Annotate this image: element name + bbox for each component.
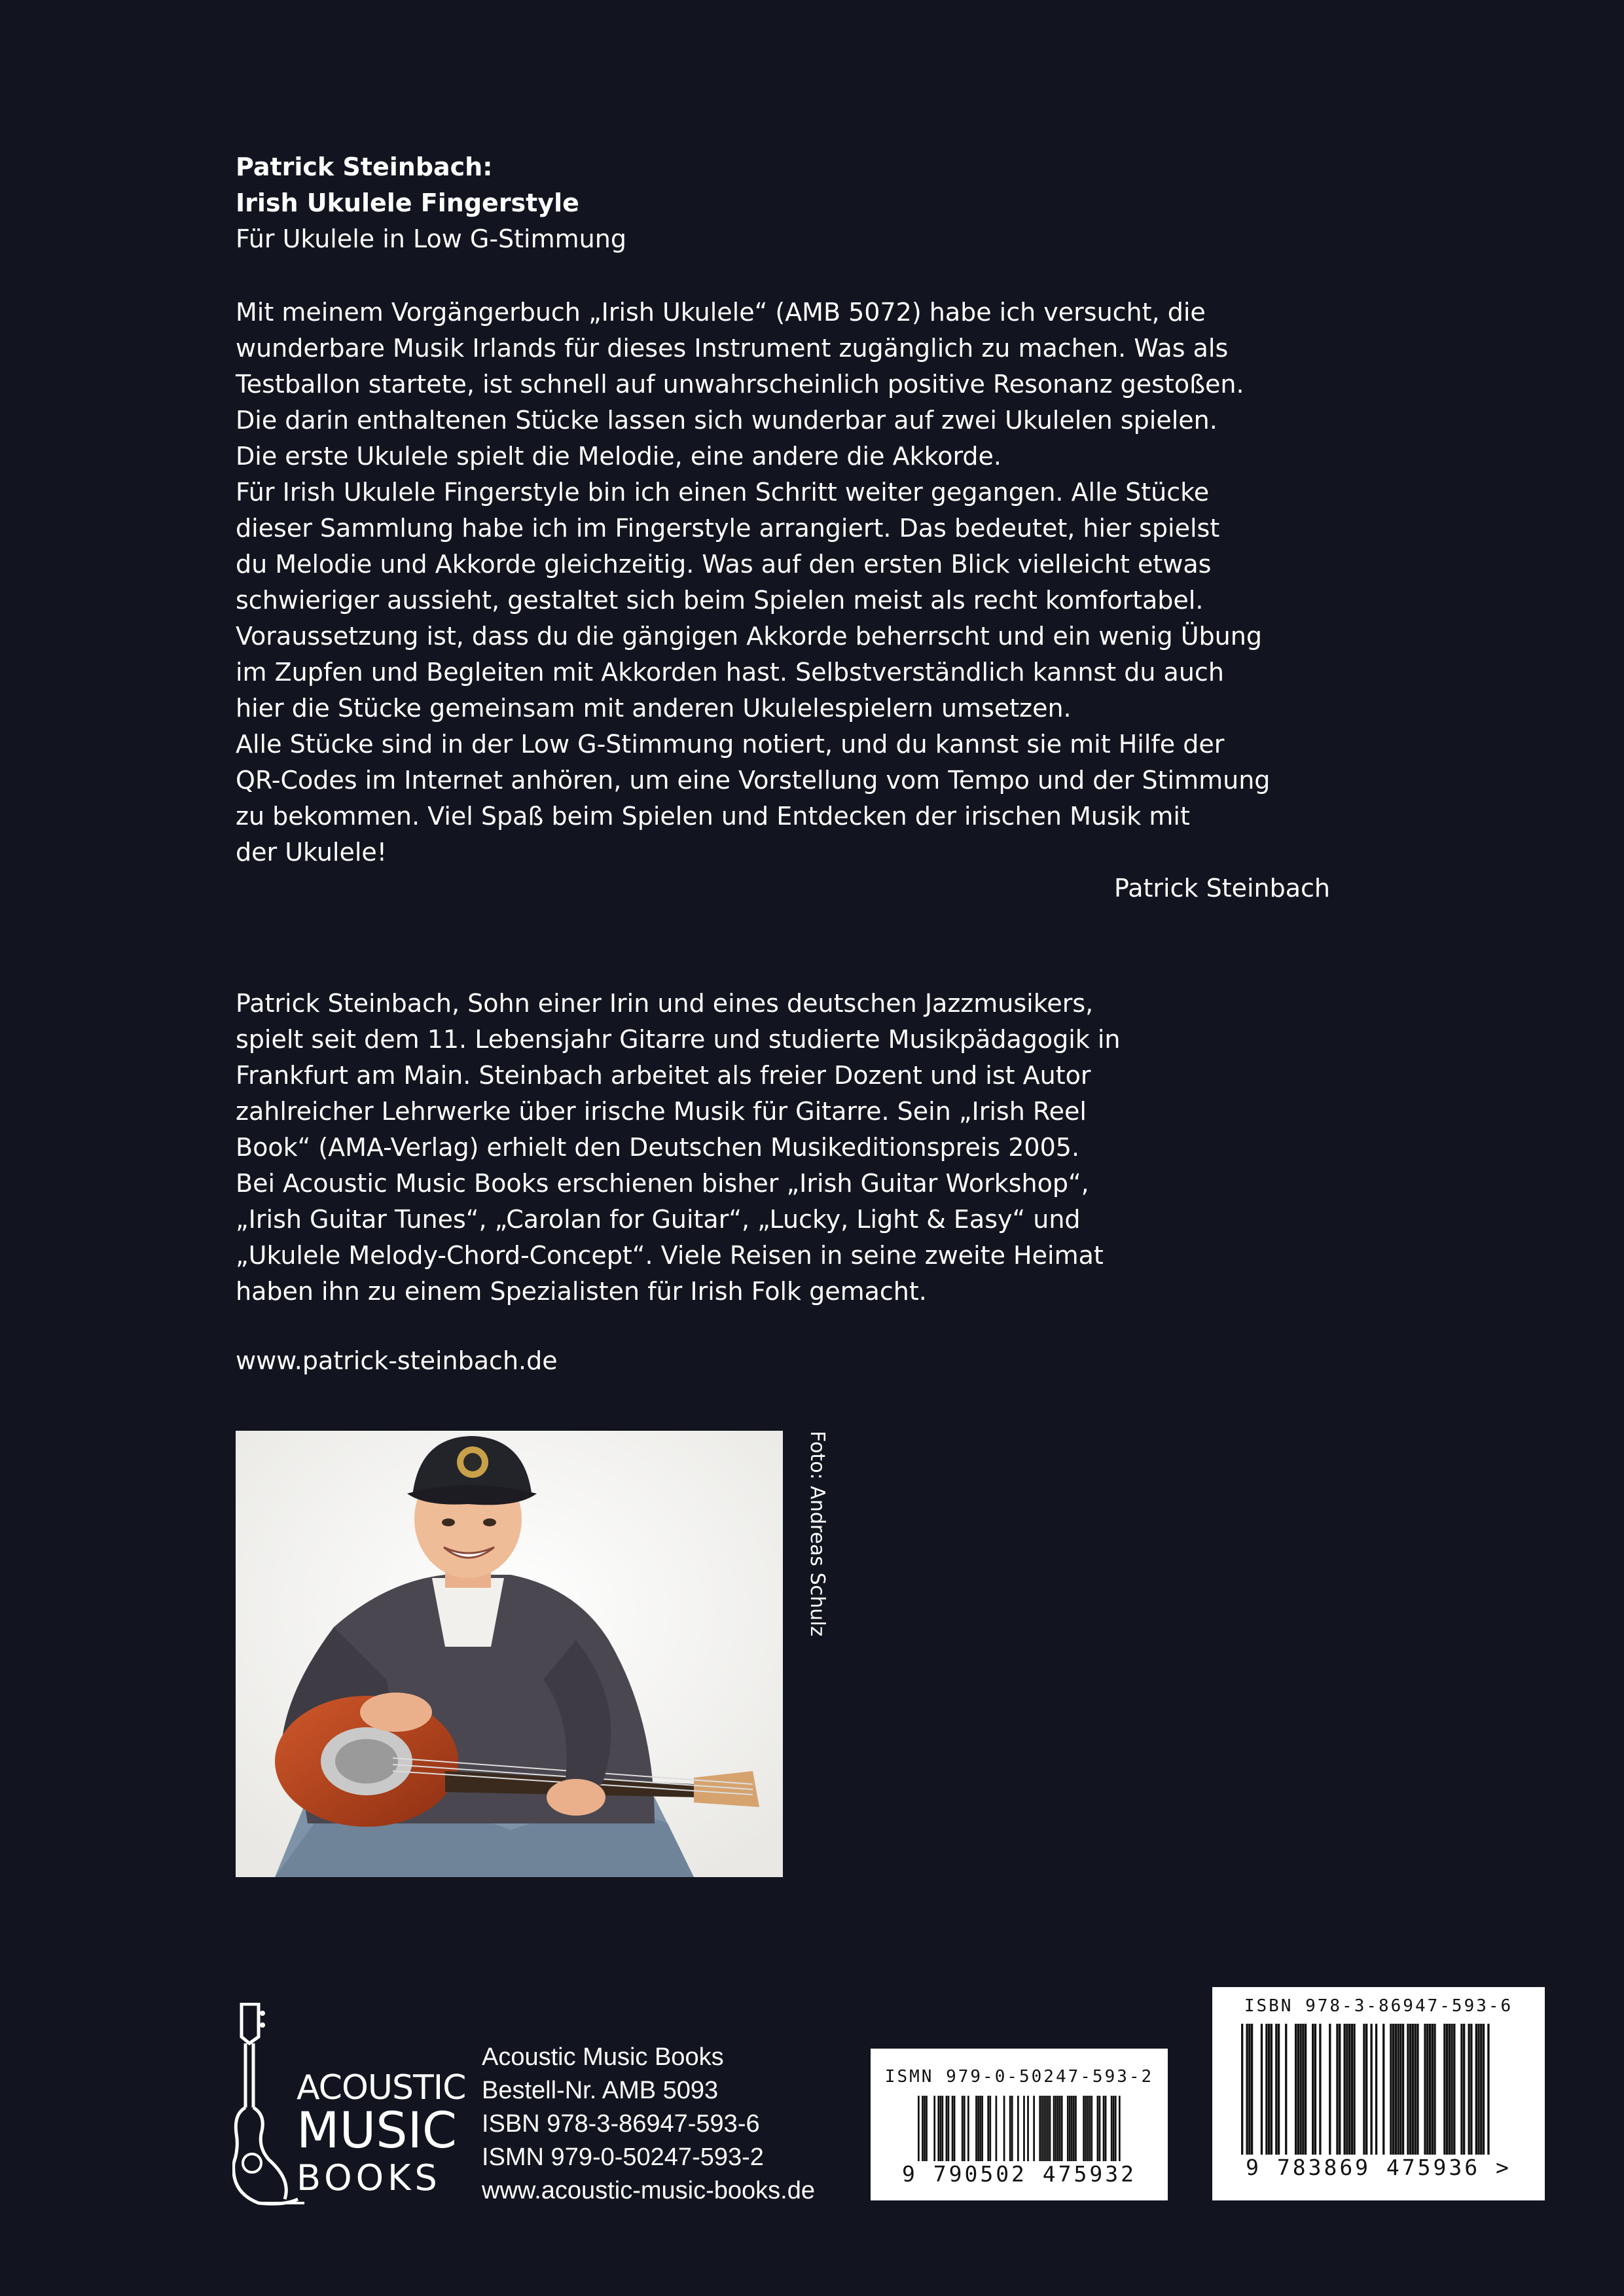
barcode-bar — [1434, 2024, 1435, 2155]
intro-line: Alle Stücke sind in der Low G-Stimmung notiert, und du kannst sie mit Hilfe der — [236, 730, 1225, 759]
ismn-barcode-digits: 9 790502 475932 — [901, 2161, 1136, 2187]
barcode-bar — [1477, 2024, 1479, 2155]
barcode-bar — [1087, 2096, 1089, 2161]
barcode-bar — [1053, 2096, 1055, 2161]
bio-line: Book“ (AMA-Verlag) erhielt den Deutschen Musikeditionspreis 2005. — [236, 1133, 1080, 1162]
barcode-bar — [1407, 2024, 1409, 2155]
barcode-bar — [948, 2096, 950, 2161]
book-subtitle: Für Ukulele in Low G-Stimmung — [236, 224, 626, 253]
intro-line: du Melodie und Akkorde gleichzeitig. Was auf den ersten Blick vielleicht etwas — [236, 550, 1212, 579]
intro-line: Voraussetzung ist, dass du die gängigen Akkorde beherrscht und ein wenig Übung — [236, 622, 1262, 651]
barcode-bar — [1039, 2096, 1041, 2161]
barcode-bar — [1251, 2024, 1253, 2155]
barcode-bar — [1336, 2024, 1338, 2155]
barcode-bar — [1343, 2024, 1345, 2155]
ismn-text: ISMN 979-0-50247-593-2 — [482, 2144, 764, 2171]
barcode-bar — [1426, 2024, 1428, 2155]
barcode-bar — [1061, 2096, 1063, 2161]
book-title: Irish Ukulele Fingerstyle — [236, 188, 579, 217]
barcode-bar — [1083, 2096, 1085, 2161]
barcode-bar — [1392, 2024, 1394, 2155]
barcode-bar — [1348, 2024, 1350, 2155]
barcode-bar — [937, 2096, 939, 2161]
barcode-bar — [1432, 2024, 1434, 2155]
barcode-bar — [996, 2096, 998, 2161]
barcode-bar — [924, 2096, 926, 2161]
intro-line: schwieriger aussieht, gestaltet sich beim Spielen meist als recht komfortabel. — [236, 586, 1204, 615]
barcode-bar — [1339, 2024, 1341, 2155]
barcode-bar — [1003, 2096, 1005, 2161]
barcode-bar — [1351, 2024, 1353, 2155]
barcode-bar — [1416, 2024, 1418, 2155]
barcode-bar — [922, 2096, 924, 2161]
barcode-bar — [1451, 2024, 1453, 2155]
barcode-bar — [1033, 2096, 1035, 2161]
ismn-barcode-label: ISMN 979-0-50247-593-2 — [884, 2067, 1154, 2087]
barcode-bar — [1113, 2096, 1115, 2161]
barcode-bar — [918, 2096, 920, 2161]
guitar-logo-icon — [232, 2003, 304, 2207]
barcode-bar — [1402, 2024, 1404, 2155]
intro-line: der Ukulele! — [236, 838, 388, 867]
barcode-bar — [941, 2096, 943, 2161]
intro-signature: Patrick Steinbach — [1114, 874, 1330, 903]
barcode-bar — [1415, 2024, 1416, 2155]
author-photo — [236, 1431, 783, 1877]
barcode-bar — [1446, 2024, 1448, 2155]
barcode-bar — [1424, 2024, 1426, 2155]
barcode-bar — [1041, 2096, 1043, 2161]
barcode-bar — [954, 2096, 956, 2161]
barcode-bar — [1115, 2096, 1117, 2161]
barcode-bar — [1011, 2096, 1013, 2161]
publisher-website-link[interactable]: www.acoustic-music-books.de — [482, 2177, 815, 2204]
barcode-bar — [1049, 2096, 1051, 2161]
order-number: Bestell-Nr. AMB 5093 — [482, 2077, 719, 2104]
bio-line: Patrick Steinbach, Sohn einer Irin und eines deutschen Jazzmusikers, — [236, 989, 1094, 1018]
acoustic-music-books-logo — [232, 2003, 466, 2207]
barcode-bar — [1278, 2024, 1280, 2155]
barcode-bar — [1073, 2096, 1075, 2161]
intro-line: zu bekommen. Viel Spaß beim Spielen und Entdecken der irischen Musik mit — [236, 802, 1190, 831]
barcode-bar — [1009, 2096, 1011, 2161]
barcode-bar — [1468, 2024, 1470, 2155]
barcode-bar — [1248, 2024, 1250, 2155]
intro-line: Die darin enthaltenen Stücke lassen sich wunderbar auf zwei Ukulelen spielen. — [236, 406, 1218, 435]
barcode-bar — [1329, 2024, 1331, 2155]
barcode-bar — [1487, 2024, 1489, 2155]
isbn-text: ISBN 978-3-86947-593-6 — [482, 2110, 760, 2138]
barcode-bar — [1047, 2096, 1049, 2161]
bio-line: haben ihn zu einem Spezialisten für Irish Folk gemacht. — [236, 1277, 927, 1306]
barcode-bar — [1069, 2096, 1071, 2161]
barcode-bar — [1460, 2024, 1462, 2155]
isbn-barcode-bars — [1241, 2024, 1490, 2155]
barcode-bar — [1091, 2096, 1092, 2161]
barcode-bar — [1261, 2024, 1263, 2155]
barcode-bar — [1045, 2096, 1047, 2161]
barcode-bar — [1297, 2024, 1299, 2155]
barcode-bar — [1099, 2096, 1101, 2161]
bio-line: spielt seit dem 11. Lebensjahr Gitarre und studierte Musikpädagogik in — [236, 1025, 1121, 1054]
barcode-bar — [1397, 2024, 1399, 2155]
barcode-bar — [1271, 2024, 1272, 2155]
barcode-bar — [1375, 2024, 1377, 2155]
isbn-barcode — [1212, 1987, 1545, 2200]
ismn-barcode-bars — [918, 2096, 1121, 2161]
barcode-bar — [1390, 2024, 1392, 2155]
logo-word-music: MUSIC — [297, 2101, 457, 2159]
barcode-bar — [1365, 2024, 1367, 2155]
barcode-bar — [1089, 2096, 1091, 2161]
barcode-bar — [975, 2096, 977, 2161]
barcode-bar — [1483, 2024, 1485, 2155]
barcode-bar — [1085, 2096, 1087, 2161]
barcode-bar — [1449, 2024, 1451, 2155]
barcode-bar — [964, 2096, 965, 2161]
barcode-bar — [1443, 2024, 1445, 2155]
barcode-bar — [1059, 2096, 1061, 2161]
barcode-bar — [1057, 2096, 1059, 2161]
barcode-bar — [1382, 2024, 1384, 2155]
publisher-name: Acoustic Music Books — [482, 2043, 724, 2071]
barcode-bar — [1023, 2096, 1025, 2161]
intro-paragraph — [236, 295, 1388, 870]
intro-line: dieser Sammlung habe ich im Fingerstyle arrangiert. Das bedeutet, hier spielst — [236, 514, 1220, 543]
barcode-bar — [1395, 2024, 1397, 2155]
barcode-bar — [1314, 2024, 1316, 2155]
barcode-bar — [987, 2096, 989, 2161]
barcode-bar — [1463, 2024, 1465, 2155]
barcode-bar — [1071, 2096, 1073, 2161]
barcode-bar — [1067, 2096, 1069, 2161]
barcode-bar — [1453, 2024, 1455, 2155]
barcode-bar — [1429, 2024, 1431, 2155]
barcode-bar — [1299, 2024, 1301, 2155]
barcode-bar — [967, 2096, 969, 2161]
barcode-bar — [1470, 2024, 1472, 2155]
bio-line: Bei Acoustic Music Books erschienen bisher „Irish Guitar Workshop“, — [236, 1169, 1089, 1198]
barcode-bar — [981, 2096, 983, 2161]
barcode-bar — [939, 2096, 941, 2161]
barcode-bar — [1275, 2024, 1277, 2155]
intro-line: Die erste Ukulele spielt die Melodie, eine andere die Akkorde. — [236, 442, 1002, 471]
barcode-bar — [1055, 2096, 1057, 2161]
photo-credit-text: Foto: Andreas Schulz — [806, 1431, 829, 1637]
barcode-bar — [1241, 2024, 1243, 2155]
intro-line: im Zupfen und Begleiten mit Akkorden hast. Selbstverständlich kannst du auch — [236, 658, 1224, 687]
barcode-bar — [989, 2096, 991, 2161]
barcode-bar — [1399, 2024, 1401, 2155]
barcode-bar — [979, 2096, 981, 2161]
barcode-bar — [1295, 2024, 1297, 2155]
barcode-bar — [1111, 2096, 1113, 2161]
isbn-barcode-label: ISBN 978-3-86947-593-6 — [1244, 1996, 1513, 2016]
barcode-bar — [1409, 2024, 1411, 2155]
ismn-barcode — [871, 2049, 1168, 2200]
barcode-bar — [1412, 2024, 1414, 2155]
author-bio — [236, 986, 1257, 1310]
barcode-bar — [1027, 2096, 1029, 2161]
barcode-bar — [1370, 2024, 1372, 2155]
barcode-bar — [933, 2096, 935, 2161]
barcode-bar — [1265, 2024, 1267, 2155]
barcode-bar — [1312, 2024, 1314, 2155]
logo-word-books: BOOKS — [297, 2157, 441, 2198]
barcode-bar — [946, 2096, 948, 2161]
bio-line: zahlreicher Lehrwerke über irische Musik für Gitarre. Sein „Irish Reel — [236, 1097, 1087, 1126]
barcode-bar — [962, 2096, 964, 2161]
barcode-bar — [1097, 2096, 1099, 2161]
intro-line: Testballon startete, ist schnell auf unwahrscheinlich positive Resonanz gestoßen. — [236, 370, 1244, 399]
intro-line: Mit meinem Vorgängerbuch „Irish Ukulele“ (AMB 5072) habe ich versucht, die — [236, 298, 1206, 327]
barcode-bar — [1480, 2024, 1482, 2155]
barcode-bar — [1246, 2024, 1248, 2155]
author-website-link[interactable]: www.patrick-steinbach.de — [236, 1346, 558, 1375]
publisher-info — [482, 2041, 848, 2208]
barcode-bar — [1017, 2096, 1019, 2161]
barcode-bar — [1302, 2024, 1304, 2155]
barcode-bar — [1285, 2024, 1287, 2155]
barcode-bar — [1475, 2024, 1477, 2155]
barcode-bar — [926, 2096, 928, 2161]
barcode-bar — [1268, 2024, 1270, 2155]
barcode-bar — [952, 2096, 954, 2161]
barcode-bar — [1043, 2096, 1045, 2161]
barcode-bar — [977, 2096, 979, 2161]
intro-line: hier die Stücke gemeinsam mit anderen Ukulelespielern umsetzen. — [236, 694, 1072, 723]
bio-line: Frankfurt am Main. Steinbach arbeitet als freier Dozent und ist Autor — [236, 1061, 1091, 1090]
book-header — [236, 149, 1348, 257]
barcode-bar — [1119, 2096, 1121, 2161]
intro-line: QR-Codes im Internet anhören, um eine Vorstellung vom Tempo und der Stimmung — [236, 766, 1271, 795]
logo-word-acoustic: ACOUSTIC — [297, 2068, 466, 2108]
barcode-bar — [1346, 2024, 1348, 2155]
photo-credit — [799, 1431, 838, 1679]
author-heading: Patrick Steinbach: — [236, 152, 493, 181]
barcode-bar — [1363, 2024, 1365, 2155]
barcode-bar — [1103, 2096, 1105, 2161]
barcode-bar — [1105, 2096, 1107, 2161]
intro-line: Für Irish Ukulele Fingerstyle bin ich einen Schritt weiter gegangen. Alle Stücke — [236, 478, 1210, 507]
bio-line: „Ukulele Melody-Chord-Concept“. Viele Reisen in seine zweite Heimat — [236, 1241, 1104, 1270]
barcode-bar — [1319, 2024, 1321, 2155]
barcode-bar — [1305, 2024, 1307, 2155]
isbn-barcode-digits: 9 783869 475936 > — [1246, 2155, 1511, 2180]
bio-line: „Irish Guitar Tunes“, „Carolan for Guitar“, „Lucky, Light & Easy“ und — [236, 1205, 1081, 1234]
barcode-bar — [1353, 2024, 1355, 2155]
intro-line: wunderbare Musik Irlands für dieses Instrument zugänglich zu machen. Was als — [236, 334, 1229, 363]
barcode-bar — [1075, 2096, 1077, 2161]
